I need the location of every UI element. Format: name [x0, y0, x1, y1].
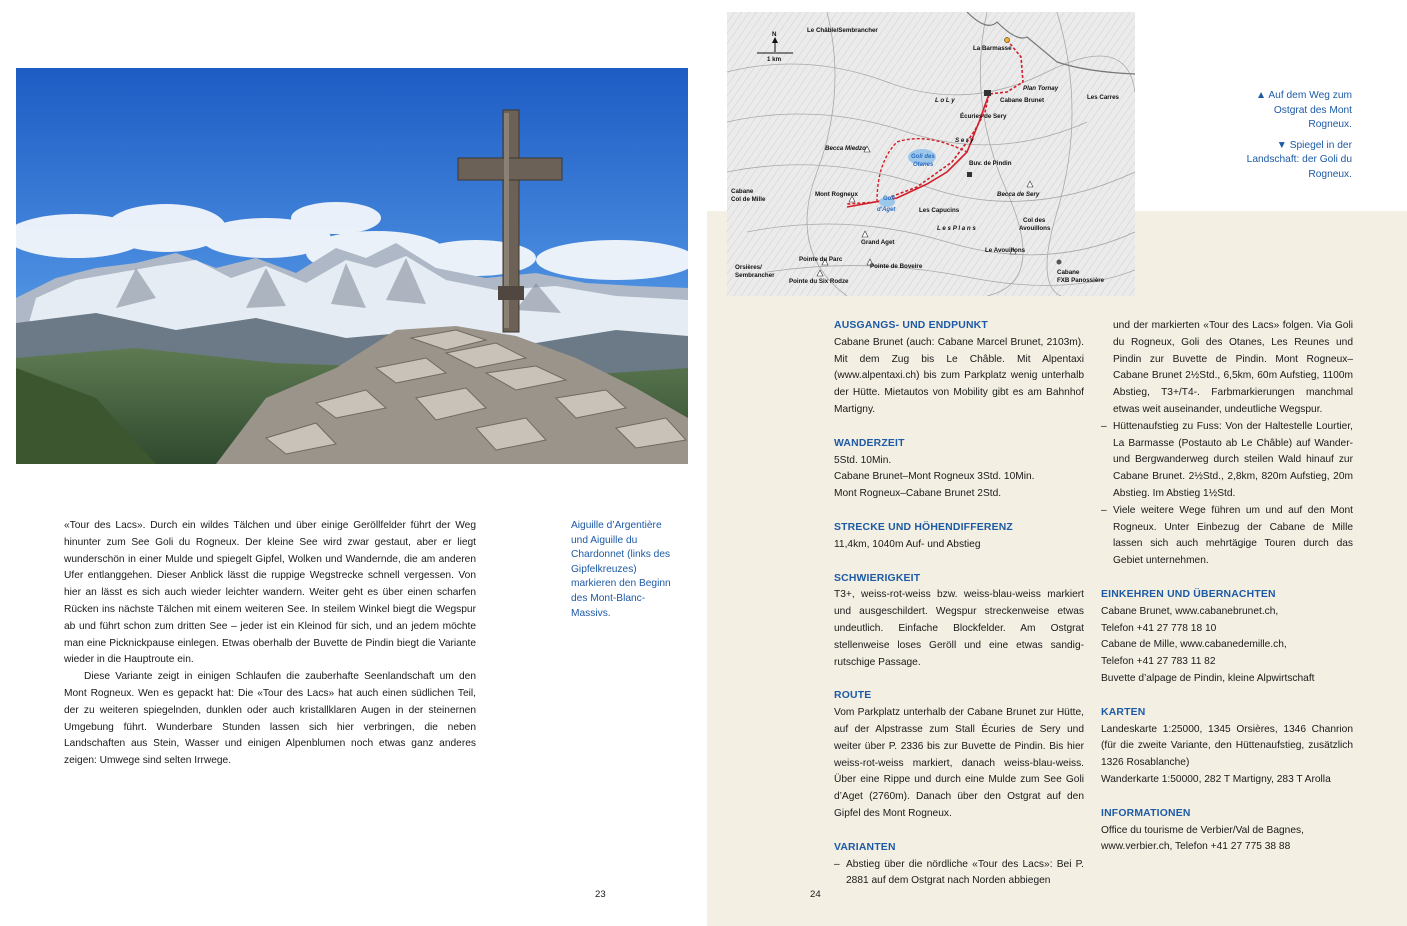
- section-text: Cabane Brunet (auch: Cabane Marcel Brunet, 2103m). Mit dem Zug bis Le Châble. Mit Alpentaxi (www.alpentaxi.ch) bis zum Parkplatz wenig unterhalb der Hütte. Mietautos von Mobility gibt es am Bahnhof Martigny.: [834, 336, 1084, 415]
- map-label-grand-aget: Grand Aget: [861, 239, 895, 246]
- section-text: Telefon +41 27 783 11 82: [1101, 656, 1216, 668]
- route-map-illustration: [727, 12, 1135, 296]
- route-map: [727, 12, 1135, 296]
- section-text: Office du tourisme de Verbier/Val de Bagnes,: [1101, 824, 1304, 836]
- map-label-pointe-boveire: Pointe de Boveire: [870, 263, 923, 270]
- section-einkehren: [1101, 587, 1353, 688]
- page-number-left: 23: [595, 889, 606, 900]
- map-label-orsieres-2: Sembrancher: [735, 272, 775, 279]
- map-label-pointe-parc: Pointe du Parc: [799, 256, 843, 263]
- page-number-right: 24: [810, 889, 821, 900]
- caption-down: ▼ Spiegel in der Landschaft: der Goli du Rogneux.: [1246, 139, 1352, 180]
- map-label-le-chable: Le Châble/Sembrancher: [807, 27, 878, 34]
- map-label-becca-midzo: Becca Miedzo: [825, 145, 866, 152]
- section-heading: STRECKE UND HÖHENDIFFERENZ: [834, 521, 1013, 533]
- section-heading: ROUTE: [834, 690, 872, 702]
- list-item-continuation: [1101, 318, 1353, 419]
- caption-up: ▲ Auf dem Weg zum Ostgrat des Mont Rogneux.: [1256, 90, 1352, 131]
- section-text: Mont Rogneux–Cabane Brunet 2Std.: [834, 488, 1002, 500]
- map-label-col-avouillons-2: Avouillons: [1019, 225, 1051, 232]
- map-label-goli-otanes-1: Goli des: [911, 154, 935, 160]
- body-paragraph-1: «Tour des Lacs». Durch ein wildes Tälchen und über einige Geröllfelder führt der Weg hinunter zum See Goli du Rogneux. Der kleine See wird zwar gestaut, aber er liegt wunderschön in einer Mulde und spiegelt Gipfel, Wolken und Wandernde, die am anderen Ufer entlanggehen. Dieser Anblick lässt die ruppige Wegstrecke schnell vergessen. Von hier an lässt es sich auch wieder leichter wandern. Weiter geht es über einen scharfen Rücken ins nächste Tälchen mit einem weiteren See. In steilem Winkel biegt die Wegspur ab und führt schon zum dritten See – jeder ist ein Kleinod für sich, und an jedem möchte man eine Picknickpause einlegen. Etwas oberhalb der Buvette de Pindin biegt die Variante wieder in die Hauptroute ein.: [64, 520, 476, 666]
- section-text: Cabane Brunet–Mont Rogneux 3Std. 10Min.: [834, 471, 1035, 483]
- section-text: T3+, weiss-rot-weiss bzw. weiss-blau-weiss markiert und ausgeschildert. Wegspur streckenweise etwas undeutlich. Einfache Blockfelder. Am Ostgrat stellenweise loses Geröll und eine etwas sandig-rutschige Passage.: [834, 589, 1084, 668]
- body-paragraph-2: Diese Variante zeigt in einigen Schlaufen die zauberhafte Seenlandschaft um den Mont Rogneux. Wen es gepackt hat: Die «Tour des Lacs» hat auch einen südlichen Teil, der zu weiteren spiegelnden, dunklen oder auch kristallklaren Augen in der steinernen Umgebung führt. Wunderbare Stunden lassen sich hier verbringen, die neben Landschaften aus Stein, Wasser und einigen Alpenblumen noch etwas ganz anderes zeigen: Umwege sind selten Irrwege.: [64, 671, 476, 767]
- map-label-buv-pindin: Buv. de Pindin: [969, 160, 1012, 167]
- map-label-cabane-col-mille-1: Cabane: [731, 188, 754, 195]
- map-label-orsieres-1: Orsières/: [735, 264, 762, 271]
- info-column-1: [834, 318, 1084, 907]
- summit-photo-illustration: [16, 68, 688, 464]
- map-label-col-avouillons-1: Col des: [1023, 217, 1046, 224]
- section-text: 5Std. 10Min.: [834, 454, 892, 466]
- body-text-left: [64, 518, 476, 770]
- map-label-ecuries: Écuries de Sery: [960, 113, 1007, 120]
- section-heading: KARTEN: [1101, 706, 1146, 718]
- continuation-text: und der markierten «Tour des Lacs» folgen. Via Goli du Rogneux, Goli des Otanes, Les Reunes und Pindin zur Buvette de Pindin. Mont Rogneux–Cabane Brunet 2½Std., 6,5km, 60m Aufstieg, 1100m Abstieg, T3+/T4-. Farbmarkierungen manchmal etwas weit auseinander, undeutliche Wegspur.: [1113, 320, 1353, 415]
- map-label-cabane-brunet: Cabane Brunet: [1000, 97, 1045, 104]
- section-text: www.verbier.ch, Telefon +41 27 775 38 88: [1101, 841, 1291, 853]
- north-label: N: [772, 31, 777, 38]
- section-heading: VARIANTEN: [834, 841, 896, 853]
- section-text: Cabane Brunet, www.cabanebrunet.ch,: [1101, 605, 1279, 617]
- section-heading: EINKEHREN UND ÜBERNACHTEN: [1101, 588, 1276, 600]
- map-label-le-avouillons: Le Avouillons: [985, 247, 1026, 254]
- list-item: – Hüttenaufstieg zu Fuss: Von der Haltestelle Lourtier, La Barmasse (Postauto ab Le Châble) auf Wander- und Bergwanderweg durch steilen Wald hinauf zur Cabane Brunet. 2½Std., 2,8km, 820m Aufstieg, 20m Abstieg. Im Abstieg 1½Std.: [1101, 419, 1353, 503]
- section-text: Wanderkarte 1:50000, 282 T Martigny, 283 T Arolla: [1101, 773, 1331, 785]
- section-heading: WANDERZEIT: [834, 437, 905, 449]
- list-item: – Viele weitere Wege führen um und auf den Mont Rogneux. Unter Einbezug der Cabane de Mille lassen sich auch mehrtägige Touren durch das Gebiet unternehmen.: [1101, 503, 1353, 570]
- list-item: – Abstieg über die nördliche «Tour des Lacs»: Bei P. 2881 auf dem Ostgrat nach Norden abbiegen: [834, 857, 1084, 891]
- scale-label: 1 km: [767, 56, 782, 63]
- map-label-pointe-six-rodze: Pointe du Six Rodze: [789, 278, 849, 285]
- section-varianten-continued: [1101, 318, 1353, 570]
- map-label-goli-otanes-2: Otanes: [913, 162, 934, 168]
- section-varianten: [834, 840, 1084, 890]
- map-label-goli-aget-2: d'Aget: [877, 207, 896, 213]
- section-text: 11,4km, 1040m Auf- und Abstieg: [834, 538, 981, 550]
- section-text: Buvette d’alpage de Pindin, kleine Alpwirtschaft: [1101, 672, 1315, 684]
- section-text: Landeskarte 1:25000, 1345 Orsières, 1346 Chanrion (für die zweite Variante, den Hüttenaufstieg, zusätzlich 1326 Rosablanche): [1101, 723, 1353, 769]
- map-label-cabane-fxb-2: FXB Panossière: [1057, 277, 1105, 284]
- section-heading: AUSGANGS- UND ENDPUNKT: [834, 320, 988, 331]
- map-label-mont-rogneux: Mont Rogneux: [815, 191, 858, 198]
- map-label-les-plans: L e s P l a n s: [937, 225, 976, 232]
- photo-captions-right: [1232, 89, 1352, 189]
- section-route: [834, 688, 1084, 822]
- map-label-sery: S e r y: [955, 137, 974, 144]
- hut-icon: [984, 90, 991, 96]
- section-informationen: [1101, 806, 1353, 856]
- photo-caption-left: Aiguille d’Argentière und Aiguille du Chardonnet (links des Gipfelkreuzes) markieren den Beginn des Mont-Blanc-Massivs.: [571, 520, 671, 619]
- section-karten: [1101, 705, 1353, 789]
- info-column-2: [1101, 318, 1353, 873]
- map-label-cabane-col-mille-2: Col de Mille: [731, 196, 766, 203]
- map-label-becca-sery: Becca de Sery: [997, 191, 1040, 198]
- map-label-les-carres: Les Carres: [1087, 94, 1119, 101]
- section-wanderzeit: [834, 436, 1084, 503]
- map-label-plan-tornay: Plan Tornay: [1023, 85, 1059, 92]
- section-ausgangspunkt: [834, 318, 1084, 419]
- summit-cross-photo: [16, 68, 688, 464]
- section-text: Telefon +41 27 778 18 10: [1101, 622, 1217, 634]
- section-heading: SCHWIERIGKEIT: [834, 572, 921, 584]
- map-label-la-barmasse: La Barmasse: [973, 45, 1012, 52]
- section-text: Vom Parkplatz unterhalb der Cabane Brunet zur Hütte, auf der Alpstrasse zum Stall Écuries de Sery und weiter über P. 2336 bis zur Buvette de Pindin. Bis hier weiss-rot-weiss markiert, danach weiss-blau-weiss. Über eine Rippe und durch eine Mulde zum See Goli d’Aget (2760m). Danach über den Ostgrat auf den Gipfel des Mont Rogneux.: [834, 707, 1084, 819]
- map-label-les-capucins: Les Capucins: [919, 207, 960, 214]
- section-heading: INFORMATIONEN: [1101, 807, 1191, 819]
- section-strecke: [834, 520, 1084, 554]
- map-label-lo-ly: L o L y: [935, 97, 955, 104]
- map-label-goli-aget-1: Goli: [883, 196, 895, 202]
- section-schwierigkeit: [834, 571, 1084, 672]
- map-label-cabane-fxb-1: Cabane: [1057, 269, 1080, 276]
- section-text: Cabane de Mille, www.cabanedemille.ch,: [1101, 639, 1287, 651]
